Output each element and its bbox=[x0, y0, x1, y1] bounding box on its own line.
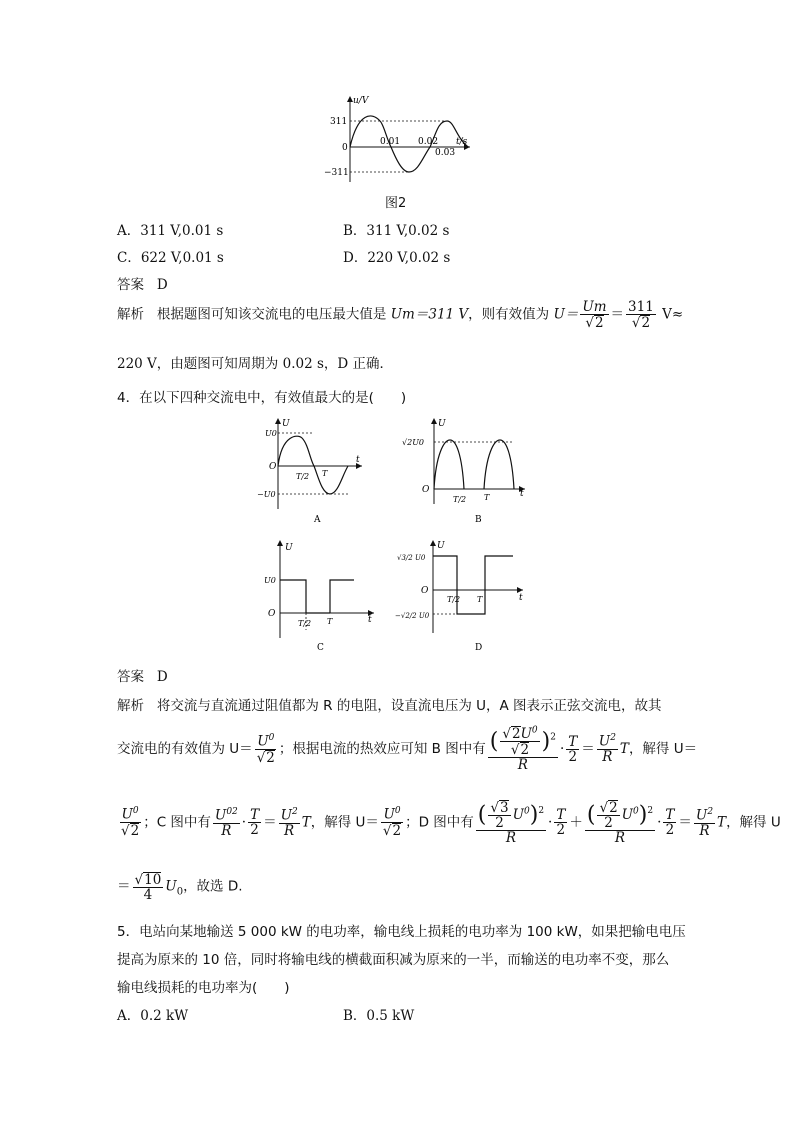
svg-text:T: T bbox=[477, 595, 483, 604]
svg-text:T/2: T/2 bbox=[447, 595, 461, 604]
svg-text:t: t bbox=[356, 455, 360, 465]
q3-analysis-line1: 解析 根据题图可知该交流电的电压最大值是 Um＝311 V，则有效值为 U＝ $\frac{Um}{√2}$ ＝ $\frac{311}{√2}$ V≈ bbox=[117, 299, 684, 332]
q5-option-a: A．0.2 kW bbox=[117, 1008, 189, 1024]
q3-option-a: A．311 V,0.01 s bbox=[117, 223, 224, 239]
q3-answer: 答案 D bbox=[117, 277, 168, 293]
q5-stem-line3: 输电线损耗的电功率为( ) bbox=[117, 980, 290, 996]
q4-answer: 答案 D bbox=[117, 669, 168, 685]
svg-text:O: O bbox=[269, 462, 277, 472]
svg-text:O: O bbox=[422, 485, 430, 495]
q3-analysis-line2: 220 V，由题图可知周期为 0.02 s，D 正确． bbox=[117, 356, 393, 372]
figure-2-caption: 图2 bbox=[385, 196, 407, 211]
fig2-t2: 0.02 bbox=[418, 137, 439, 147]
q4-graph-a bbox=[252, 414, 372, 526]
sine-curve bbox=[350, 116, 468, 172]
svg-text:O: O bbox=[421, 586, 429, 596]
q3-option-c: C．622 V,0.01 s bbox=[117, 250, 224, 266]
fig2-ymax: 311 bbox=[330, 117, 348, 127]
svg-text:T: T bbox=[484, 493, 490, 502]
svg-text:T/2: T/2 bbox=[298, 619, 312, 628]
q4-graph-c bbox=[262, 538, 382, 654]
svg-text:t: t bbox=[520, 489, 524, 499]
figure-2-sine-graph bbox=[320, 92, 480, 187]
q4-analysis-line3: $\frac{U^0}{√2}$ ；C 图中有 $\frac{U^{02}}{R}$ · $\frac{T}{2}$ ＝ $\frac{U^2}{R}$ T，解得 U＝ $\frac{U^0}{√2}$ ；D 图中有 ( $\frac{√3}{2}$ $U^0)^2$ R · $\frac{T}{2}$ ＋ ( $\frac{√2}{2}$ $U^0)^2$ R · $\frac{T}{2}$ ＝ $\frac{U^2}{R}$ T，解得 U bbox=[121, 800, 781, 847]
svg-text:T: T bbox=[327, 617, 333, 626]
q4-graph-d bbox=[395, 538, 535, 654]
graph-b-label: B bbox=[475, 515, 482, 525]
graph-c-label: C bbox=[317, 643, 324, 653]
fig2-t3: 0.03 bbox=[435, 148, 456, 158]
q5-option-b: B．0.5 kW bbox=[343, 1008, 415, 1024]
svg-text:U: U bbox=[437, 541, 445, 551]
q4-analysis-line1: 解析 将交流与直流通过阻值都为 R 的电阻，设直流电压为 U，A 图表示正弦交流电，故其 bbox=[117, 698, 662, 714]
svg-text:T: T bbox=[322, 469, 328, 478]
svg-text:U0: U0 bbox=[265, 429, 277, 438]
q4-graph-b bbox=[400, 414, 540, 526]
fig2-y-axis-label: u/V bbox=[353, 96, 369, 106]
q5-stem-line2: 提高为原来的 10 倍，同时将输电线的横截面积减为原来的一半，而输送的电功率不变，那么 bbox=[117, 952, 670, 968]
q3-option-b: B．311 V,0.02 s bbox=[343, 223, 450, 239]
q5-stem-line1: 5．电站向某地输送 5 000 kW 的电功率，输电线上损耗的电功率为 100 kW，如果把输电电压 bbox=[117, 924, 686, 940]
svg-text:√2U0: √2U0 bbox=[402, 438, 425, 447]
fig2-t1: 0.01 bbox=[380, 137, 401, 147]
q3-option-d: D．220 V,0.02 s bbox=[343, 250, 451, 266]
svg-text:T/2: T/2 bbox=[296, 472, 310, 481]
svg-text:t: t bbox=[519, 593, 523, 603]
svg-text:−U0: −U0 bbox=[257, 490, 276, 499]
svg-text:U0: U0 bbox=[264, 576, 276, 585]
q4-stem: 4．在以下四种交流电中，有效值最大的是( ) bbox=[117, 390, 407, 406]
svg-text:t: t bbox=[368, 615, 372, 625]
svg-text:√3/2 U0: √3/2 U0 bbox=[397, 554, 426, 562]
q4-analysis-line2: 交流电的有效值为 U＝ $\frac{U^0}{√2}$ ；根据电流的热效应可知 B 图中有 ( $\frac{√2U^0}{√2}$ )$^2$ R · $\frac{T}{2}$ ＝ $\frac{U^2}{R}$ T，解得 U＝ bbox=[117, 725, 698, 774]
q4-analysis-line4: ＝ $\frac{√10}{4}$ $U_0$，故选 D. bbox=[117, 872, 243, 904]
svg-text:−√2/2 U0: −√2/2 U0 bbox=[395, 612, 430, 620]
svg-text:U: U bbox=[285, 543, 293, 553]
graph-d-label: D bbox=[475, 643, 483, 653]
fig2-ymin: −311 bbox=[324, 168, 349, 178]
fig2-x-axis-label: t/s bbox=[456, 137, 468, 147]
svg-text:U: U bbox=[282, 419, 290, 429]
svg-text:T/2: T/2 bbox=[453, 495, 467, 504]
svg-text:O: O bbox=[268, 609, 276, 619]
fig2-origin: 0 bbox=[342, 143, 348, 153]
svg-text:U: U bbox=[438, 419, 446, 429]
graph-a-label: A bbox=[314, 515, 321, 525]
